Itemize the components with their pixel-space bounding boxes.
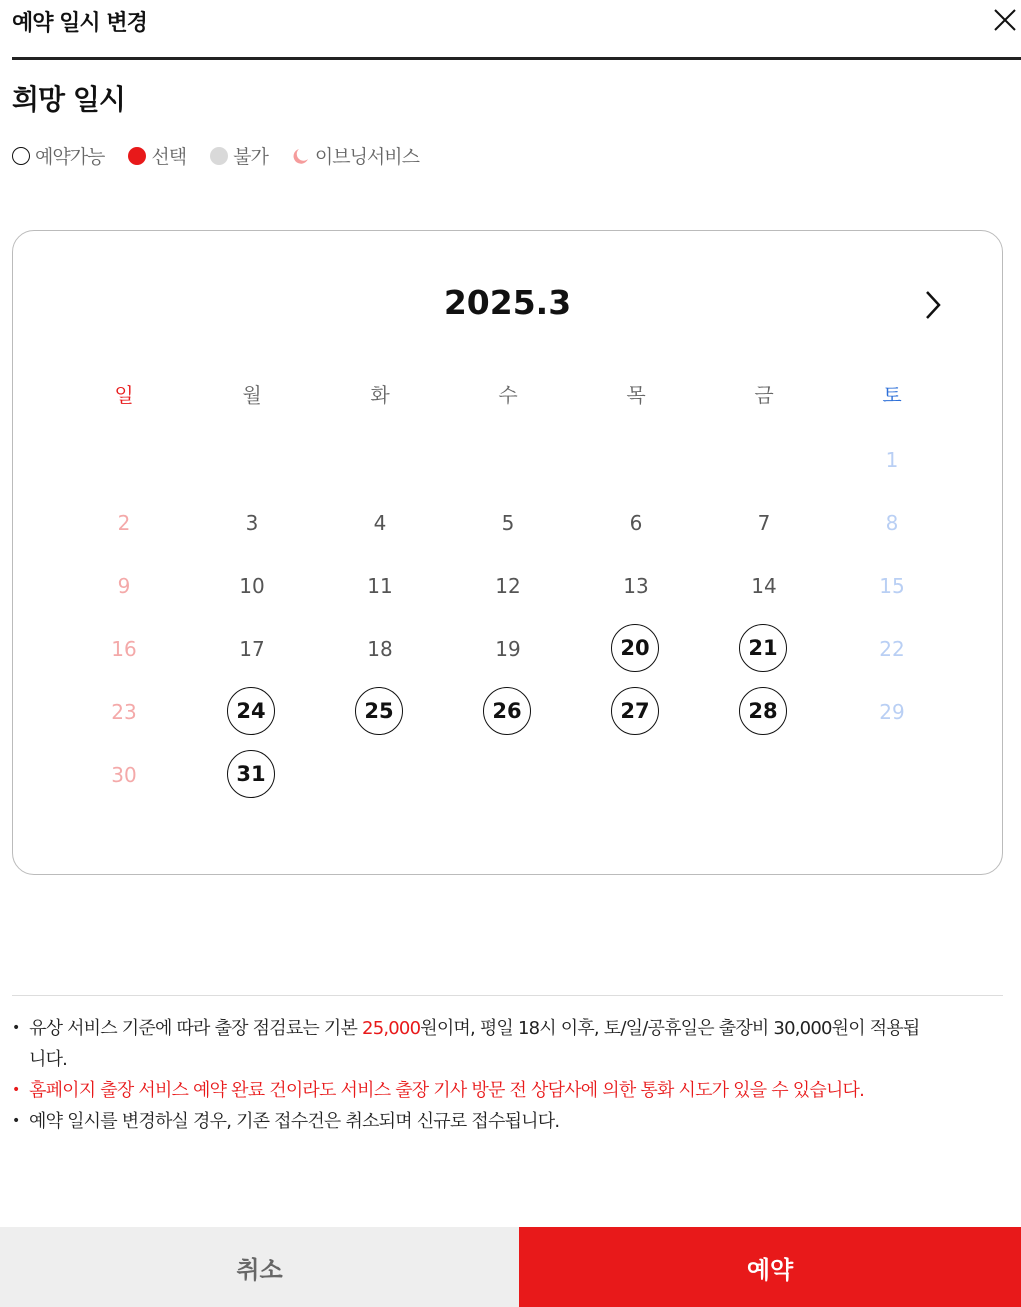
calendar-day: 5	[501, 511, 515, 535]
weekday-header: 일	[114, 382, 134, 407]
weekday-header: 목	[626, 382, 646, 407]
weekday-header: 토	[882, 382, 902, 407]
calendar-day: 30	[111, 763, 137, 787]
legend-label: 선택	[151, 146, 187, 168]
calendar-day[interactable]: 31	[227, 750, 275, 798]
calendar-day: 6	[629, 511, 643, 535]
calendar-day: 29	[879, 700, 905, 724]
legend	[12, 142, 443, 169]
calendar-day: 4	[373, 511, 387, 535]
legend-evening	[292, 142, 419, 169]
calendar-day: 3	[245, 511, 259, 535]
calendar-day[interactable]: 27	[611, 687, 659, 735]
calendar-day[interactable]: 20	[611, 624, 659, 672]
legend-available	[12, 142, 104, 169]
unavailable-dot-icon	[210, 147, 228, 165]
header-divider	[12, 57, 1021, 60]
calendar-day: 22	[879, 637, 905, 661]
close-icon[interactable]	[991, 6, 1019, 34]
calendar-day: 1	[885, 448, 899, 472]
divider	[12, 995, 1003, 996]
calendar-day[interactable]: 26	[483, 687, 531, 735]
calendar-day[interactable]: 25	[355, 687, 403, 735]
calendar-day: 9	[117, 574, 131, 598]
legend-label: 이브닝서비스	[314, 146, 419, 168]
legend-unavailable	[210, 142, 268, 169]
cancel-button[interactable]: 취소	[0, 1227, 519, 1307]
calendar-day[interactable]: 24	[227, 687, 275, 735]
notice-text: 유상 서비스 기준에 따라 출장 점검료는 기본	[29, 1018, 363, 1039]
calendar-day: 14	[751, 574, 777, 598]
weekday-header: 월	[242, 382, 262, 407]
calendar-month: 2025.3	[443, 283, 572, 322]
calendar-day: 18	[367, 637, 393, 661]
calendar-day[interactable]: 21	[739, 624, 787, 672]
weekday-header: 수	[498, 382, 518, 407]
notice-item: • 예약 일시를 변경하실 경우, 기존 접수건은 취소되며 신규로 접수됩니다.	[12, 1106, 932, 1137]
moon-icon	[292, 147, 310, 165]
calendar-day: 19	[495, 637, 521, 661]
calendar-day: 23	[111, 700, 137, 724]
legend-label: 불가	[233, 146, 268, 168]
notice-item: • 홈페이지 출장 서비스 예약 완료 건이라도 서비스 출장 기사 방문 전 상담사에 의한 통화 시도가 있을 수 있습니다.	[12, 1075, 932, 1106]
legend-selected	[128, 142, 186, 169]
notice-list	[12, 1013, 932, 1137]
available-dot-icon	[12, 147, 30, 165]
calendar-day: 13	[623, 574, 649, 598]
calendar-day[interactable]: 28	[739, 687, 787, 735]
calendar-day: 8	[885, 511, 899, 535]
calendar-day: 16	[111, 637, 137, 661]
calendar-day: 15	[879, 574, 905, 598]
calendar-day: 11	[367, 574, 393, 598]
calendar	[12, 230, 1003, 875]
modal-title: 예약 일시 변경	[12, 11, 147, 36]
weekday-header: 화	[370, 382, 390, 407]
calendar-day: 2	[117, 511, 131, 535]
legend-label: 예약가능	[35, 146, 105, 168]
next-month-chevron-icon[interactable]	[918, 287, 948, 323]
weekday-header: 금	[754, 382, 774, 407]
calendar-day: 17	[239, 637, 265, 661]
notice-item	[12, 1013, 932, 1075]
notice-price: 25,000	[362, 1018, 421, 1039]
calendar-day: 7	[757, 511, 771, 535]
notice-text: 원이며, 평일 18시 이후, 토/일/공휴일은 출장비 30,000원이 적용됩니다.	[29, 1018, 920, 1070]
calendar-day: 12	[495, 574, 521, 598]
section-title: 희망 일시	[12, 83, 125, 116]
calendar-day: 10	[239, 574, 265, 598]
button-bar	[0, 1227, 1021, 1307]
selected-dot-icon	[128, 147, 146, 165]
reserve-button[interactable]: 예약	[519, 1227, 1021, 1307]
